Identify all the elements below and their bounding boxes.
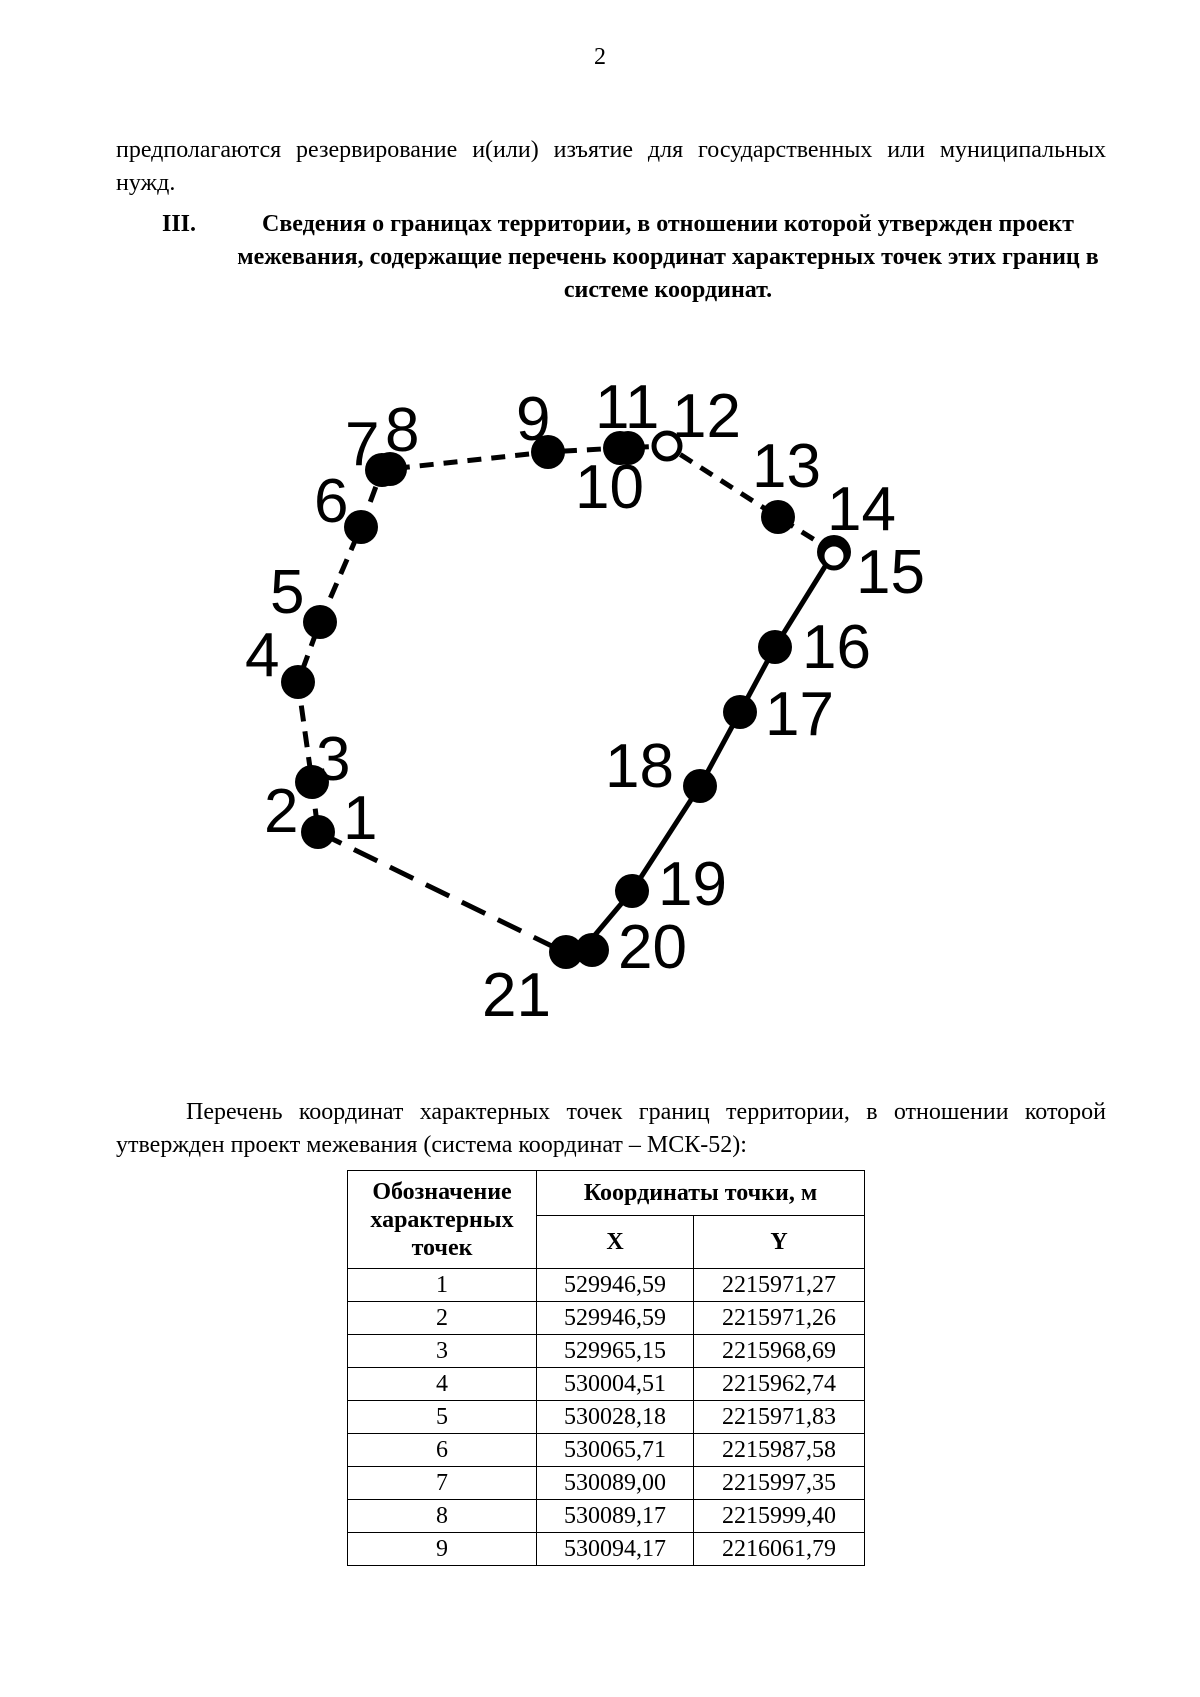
cell-y: 2215999,40: [694, 1500, 865, 1533]
point-marker: [301, 815, 335, 849]
header-x: X: [537, 1216, 694, 1269]
table-row: [348, 1401, 865, 1434]
table-row: [348, 1533, 865, 1566]
cell-point: 2: [348, 1302, 537, 1335]
point-label-1: 1: [343, 784, 378, 853]
header-point-designation: Обозначение характерных точек: [348, 1171, 537, 1269]
point-marker: [683, 769, 717, 803]
point-label-2: 2: [264, 777, 299, 846]
point-marker: [758, 630, 792, 664]
cell-y: 2216061,79: [694, 1533, 865, 1566]
point-label-13: 13: [752, 432, 821, 501]
cell-x: 529965,15: [537, 1335, 694, 1368]
point-label-18: 18: [605, 732, 674, 801]
cell-point: 3: [348, 1335, 537, 1368]
table-row: [348, 1335, 865, 1368]
cell-x: 530004,51: [537, 1368, 694, 1401]
cell-x: 530028,18: [537, 1401, 694, 1434]
point-marker: [761, 500, 795, 534]
point-marker-open: [822, 544, 846, 568]
cell-point: 6: [348, 1434, 537, 1467]
point-label-16: 16: [802, 613, 871, 682]
point-label-21: 21: [482, 961, 551, 1030]
boundary-scheme: [0, 360, 1200, 1040]
cell-y: 2215968,69: [694, 1335, 865, 1368]
cell-x: 529946,59: [537, 1302, 694, 1335]
point-label-19: 19: [658, 850, 727, 919]
cell-point: 5: [348, 1401, 537, 1434]
point-marker: [303, 605, 337, 639]
point-label-5: 5: [270, 558, 305, 627]
header-coordinates: Координаты точки, м: [537, 1171, 865, 1216]
cell-x: 530094,17: [537, 1533, 694, 1566]
point-label-9: 9: [516, 385, 551, 454]
page-number: 2: [594, 44, 606, 70]
cell-y: 2215962,74: [694, 1368, 865, 1401]
point-labels: [245, 373, 925, 1030]
cell-x: 530089,17: [537, 1500, 694, 1533]
cell-x: 529946,59: [537, 1269, 694, 1302]
header-y: Y: [694, 1216, 865, 1269]
boundary-lines: [298, 446, 834, 950]
section-number: III.: [162, 211, 197, 237]
point-label-15: 15: [856, 538, 925, 607]
point-marker: [723, 695, 757, 729]
table-row: [348, 1302, 865, 1335]
table-row: [348, 1269, 865, 1302]
intro-paragraph: предполагаются резервирование и(или) изъятие для государственных или муниципальных нужд.: [116, 137, 1106, 196]
cell-x: 530089,00: [537, 1467, 694, 1500]
point-label-11: 11: [595, 373, 660, 442]
point-label-6: 6: [314, 467, 349, 536]
point-marker: [281, 665, 315, 699]
point-label-8: 8: [385, 396, 420, 465]
point-marker: [615, 874, 649, 908]
point-label-12: 12: [672, 382, 741, 451]
cell-x: 530065,71: [537, 1434, 694, 1467]
cell-y: 2215987,58: [694, 1434, 865, 1467]
cell-y: 2215971,26: [694, 1302, 865, 1335]
point-label-20: 20: [618, 913, 687, 982]
coordinates-table-body: [348, 1269, 865, 1566]
cell-point: 9: [348, 1533, 537, 1566]
cell-y: 2215971,27: [694, 1269, 865, 1302]
point-marker: [344, 510, 378, 544]
point-label-10: 10: [575, 453, 644, 522]
table-row: [348, 1467, 865, 1500]
cell-y: 2215997,35: [694, 1467, 865, 1500]
cell-point: 8: [348, 1500, 537, 1533]
table-row: [348, 1500, 865, 1533]
cell-point: 7: [348, 1467, 537, 1500]
point-marker: [549, 935, 583, 969]
table-row: [348, 1368, 865, 1401]
coordinates-table: [347, 1170, 865, 1566]
point-label-3: 3: [316, 725, 351, 794]
point-label-4: 4: [245, 621, 280, 690]
point-label-17: 17: [765, 680, 834, 749]
coordinates-caption: Перечень координат характерных точек границ территории, в отношении которой утвержден проект межевания (система координат – МСК-52):: [116, 1099, 1106, 1158]
cell-y: 2215971,83: [694, 1401, 865, 1434]
section-title: Сведения о границах территории, в отношении которой утвержден проект межевания, содержащие перечень координат характерных точек этих границ в системе координат.: [237, 211, 1099, 303]
point-label-7: 7: [345, 410, 380, 479]
cell-point: 1: [348, 1269, 537, 1302]
table-row: [348, 1434, 865, 1467]
cell-point: 4: [348, 1368, 537, 1401]
point-label-14: 14: [827, 475, 896, 544]
